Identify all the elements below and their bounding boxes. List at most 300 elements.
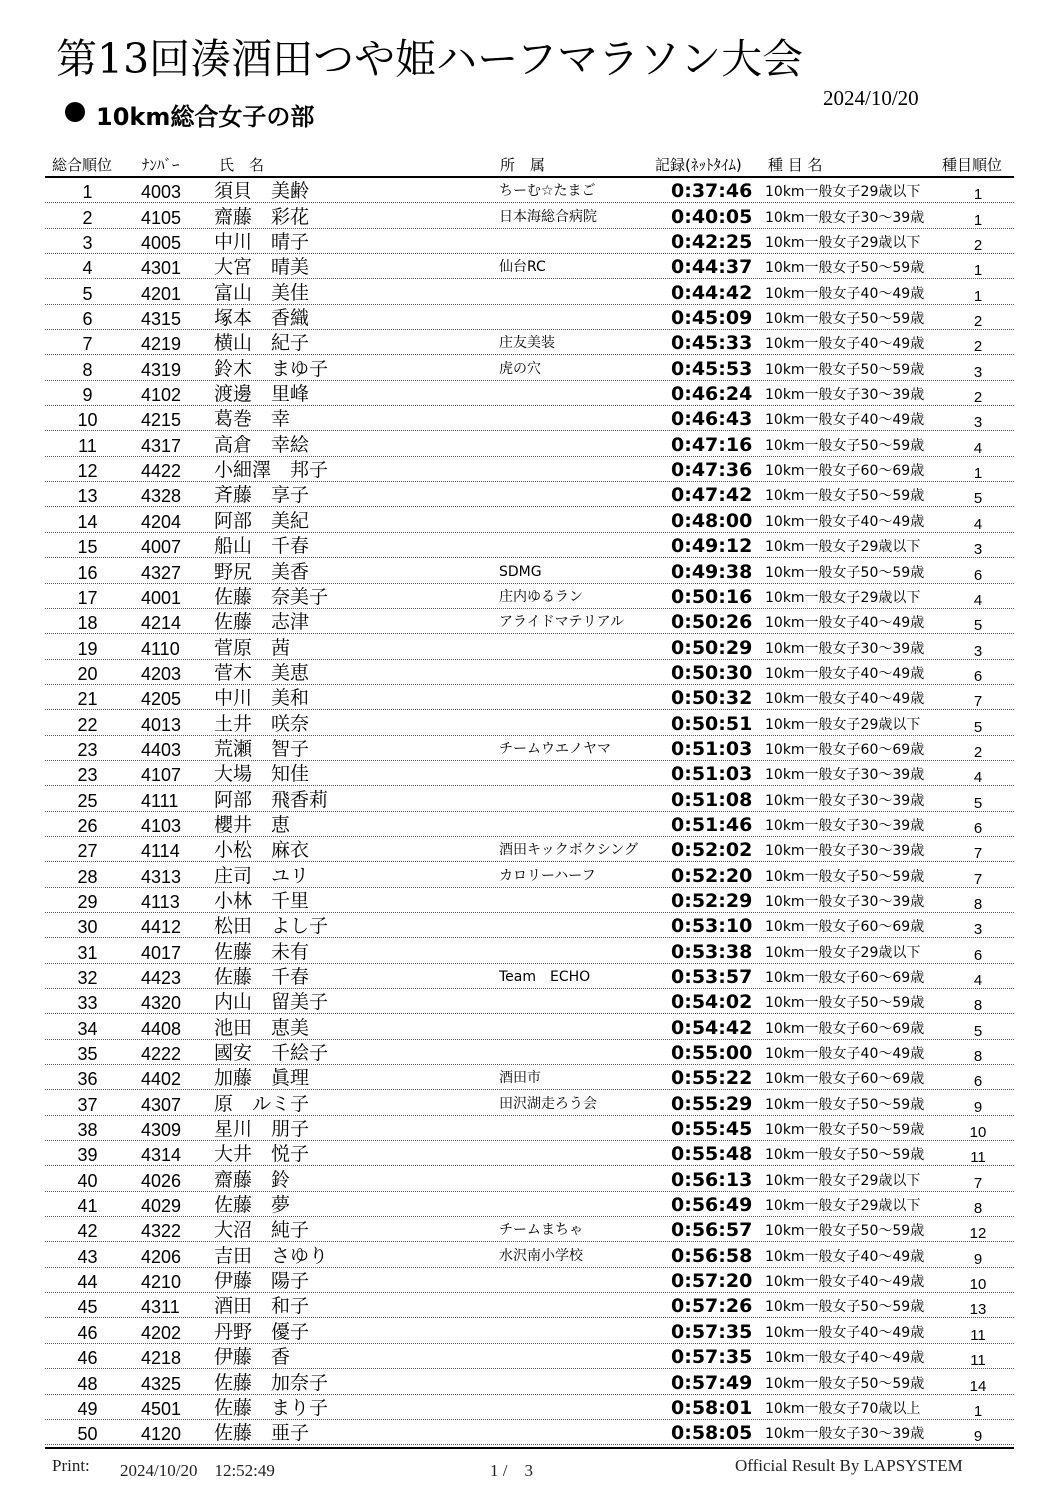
col-team-header: 所 属 — [500, 156, 546, 174]
cell-number: 4102 — [141, 385, 182, 406]
table-row — [45, 913, 1014, 938]
table-row — [45, 330, 1014, 355]
cell-rank: 45 — [77, 1297, 98, 1318]
table-row — [45, 558, 1014, 583]
cell-name: 庄司 ユリ — [214, 864, 310, 887]
cell-name: 船山 千春 — [214, 535, 310, 558]
cell-number: 4328 — [141, 486, 182, 507]
cell-rank: 21 — [77, 689, 98, 710]
cell-number: 4110 — [141, 638, 180, 659]
cell-name: 丹野 優子 — [214, 1320, 310, 1343]
cell-time: 0:48:00 — [671, 509, 753, 532]
cell-team: 仙台RC — [499, 259, 546, 276]
cell-time: 0:56:13 — [671, 1168, 753, 1191]
cell-category: 10km一般女子40～49歳 — [765, 665, 925, 682]
cell-category-rank: 2 — [973, 237, 983, 255]
cell-name: 櫻井 恵 — [214, 813, 291, 836]
cell-rank: 44 — [77, 1272, 98, 1293]
table-row — [45, 178, 1014, 203]
cell-category: 10km一般女子40～49歳 — [765, 513, 925, 530]
cell-team: カロリーハーフ — [499, 867, 596, 884]
cell-name: 葛巻 幸 — [214, 408, 291, 431]
cell-number: 4402 — [141, 1069, 182, 1090]
cell-category-rank: 1 — [973, 1402, 983, 1420]
cell-category: 10km一般女子50～59歳 — [765, 437, 925, 454]
cell-category-rank: 2 — [973, 338, 983, 356]
footer-divider — [45, 1447, 1014, 1449]
cell-category: 10km一般女子60～69歳 — [765, 1020, 925, 1037]
cell-name: 佐藤 未有 — [214, 940, 310, 963]
cell-category: 10km一般女子40～49歳 — [765, 615, 925, 632]
cell-name: 松田 よし子 — [214, 915, 329, 938]
cell-team: 虎の穴 — [499, 360, 541, 377]
table-row — [45, 355, 1014, 380]
cell-category-rank: 3 — [973, 921, 983, 939]
cell-rank: 5 — [82, 283, 93, 304]
cell-number: 4005 — [141, 233, 182, 254]
table-row — [45, 710, 1014, 735]
cell-category-rank: 5 — [973, 718, 983, 736]
cell-rank: 19 — [77, 638, 98, 659]
cell-category-rank: 5 — [973, 794, 983, 812]
cell-rank: 11 — [78, 435, 97, 456]
table-row — [45, 964, 1014, 989]
cell-category: 10km一般女子40～49歳 — [765, 285, 925, 302]
cell-category-rank: 4 — [973, 972, 983, 989]
table-row — [45, 1217, 1014, 1242]
cell-number: 4317 — [141, 435, 182, 456]
cell-category-rank: 1 — [973, 211, 983, 229]
table-row — [45, 1065, 1014, 1090]
cell-number: 4013 — [141, 714, 182, 735]
cell-category: 10km一般女子30～39歳 — [765, 767, 925, 784]
cell-number: 4007 — [141, 537, 182, 558]
cell-number: 4222 — [141, 1044, 182, 1065]
cell-rank: 6 — [82, 309, 93, 330]
cell-number: 4017 — [141, 942, 182, 963]
cell-number: 4120 — [141, 1424, 182, 1445]
cell-number: 4327 — [141, 562, 182, 583]
cell-category: 10km一般女子50～59歳 — [765, 488, 925, 505]
cell-category: 10km一般女子40～49歳 — [765, 1274, 925, 1291]
cell-time: 0:44:42 — [671, 281, 753, 304]
cell-rank: 7 — [82, 334, 93, 355]
table-row — [45, 1242, 1014, 1267]
cell-time: 0:57:20 — [671, 1270, 753, 1293]
cell-time: 0:53:10 — [671, 915, 753, 938]
cell-name: 齋藤 鈴 — [214, 1168, 291, 1191]
event-date: 2024/10/20 — [823, 86, 919, 110]
cell-team: Team ECHO — [499, 969, 591, 985]
cell-category: 10km一般女子40～49歳 — [765, 1046, 925, 1063]
col-category-header: 種 目 名 — [768, 156, 823, 174]
cell-number: 4202 — [141, 1322, 182, 1343]
cell-category-rank: 4 — [973, 769, 983, 787]
cell-category: 10km一般女子29歳以下 — [765, 235, 921, 252]
table-row — [45, 279, 1014, 304]
cell-rank: 43 — [77, 1246, 98, 1267]
table-row — [45, 203, 1014, 228]
cell-number: 4203 — [141, 663, 182, 684]
col-number-header: ﾅﾝﾊﾞｰ — [142, 156, 180, 174]
cell-category: 10km一般女子40～49歳 — [765, 1248, 925, 1265]
table-row — [45, 1166, 1014, 1191]
cell-time: 0:45:09 — [671, 307, 753, 330]
page-footer — [0, 1454, 1058, 1480]
table-row — [45, 1192, 1014, 1217]
table-row — [45, 660, 1014, 685]
cell-rank: 4 — [82, 258, 93, 279]
table-row — [45, 305, 1014, 330]
cell-number: 4315 — [141, 309, 182, 330]
cell-time: 0:57:26 — [671, 1295, 753, 1318]
cell-rank: 1 — [82, 182, 93, 203]
cell-number: 4001 — [141, 587, 182, 608]
cell-number: 4114 — [141, 841, 180, 862]
cell-rank: 38 — [77, 1120, 98, 1141]
cell-time: 0:54:42 — [671, 1016, 753, 1039]
cell-category: 10km一般女子60～69歳 — [765, 970, 925, 986]
cell-category-rank: 6 — [973, 819, 983, 837]
cell-rank: 12 — [77, 461, 98, 482]
cell-category-rank: 8 — [973, 1048, 983, 1066]
cell-category: 10km一般女子30～39歳 — [765, 1426, 925, 1443]
cell-rank: 20 — [77, 663, 98, 684]
cell-rank: 30 — [77, 917, 98, 938]
page-number: 1 / 3 — [490, 1461, 533, 1480]
cell-team: SDMG — [499, 563, 542, 580]
cell-category: 10km一般女子29歳以下 — [765, 1198, 921, 1215]
cell-time: 0:42:25 — [671, 231, 753, 254]
cell-rank: 34 — [77, 1018, 98, 1039]
cell-rank: 37 — [77, 1094, 98, 1115]
table-row — [45, 1014, 1014, 1039]
table-row — [45, 1293, 1014, 1318]
cell-rank: 46 — [77, 1322, 98, 1343]
cell-category: 10km一般女子29歳以下 — [765, 716, 921, 733]
cell-rank: 29 — [77, 891, 98, 912]
cell-time: 0:47:36 — [671, 459, 753, 482]
cell-category: 10km一般女子60～69歳 — [765, 463, 925, 480]
cell-name: 國安 千絵子 — [214, 1042, 329, 1065]
cell-time: 0:51:03 — [671, 763, 753, 786]
cell-category: 10km一般女子40～49歳 — [765, 691, 925, 708]
cell-number: 4403 — [141, 739, 182, 760]
cell-category-rank: 9 — [973, 1250, 983, 1268]
cell-name: 星川 朋子 — [214, 1118, 310, 1141]
cell-team: 庄内ゆるラン — [499, 588, 583, 605]
cell-time: 0:53:57 — [671, 966, 753, 988]
cell-category: 10km一般女子50～59歳 — [765, 868, 925, 885]
table-row — [45, 1420, 1014, 1445]
table-row — [45, 685, 1014, 710]
cell-rank: 23 — [77, 765, 98, 786]
cell-category-rank: 7 — [973, 693, 983, 711]
cell-time: 0:55:29 — [671, 1092, 753, 1115]
table-row — [45, 1395, 1014, 1420]
cell-number: 4206 — [141, 1246, 182, 1267]
cell-rank: 16 — [77, 562, 98, 583]
table-row — [45, 507, 1014, 532]
cell-time: 0:50:51 — [671, 712, 753, 735]
cell-team: 酒田キックボクシング — [499, 842, 639, 859]
cell-team: 日本海総合病院 — [499, 208, 597, 225]
cell-category: 10km一般女子50～59歳 — [765, 311, 925, 328]
table-row — [45, 812, 1014, 837]
col-name-header: 氏 名 — [219, 156, 265, 174]
cell-category-rank: 11 — [970, 1149, 986, 1167]
cell-time: 0:37:46 — [671, 180, 753, 203]
cell-rank: 18 — [77, 613, 98, 634]
cell-category: 10km一般女子30～39歳 — [765, 387, 925, 404]
table-row — [45, 431, 1014, 456]
cell-category: 10km一般女子60～69歳 — [765, 741, 925, 758]
cell-team: 酒田市 — [499, 1070, 541, 1087]
cell-category: 10km一般女子30～39歳 — [765, 792, 925, 809]
cell-name: 渡邊 里峰 — [214, 383, 310, 406]
cell-category: 10km一般女子60～69歳 — [765, 1071, 925, 1088]
cell-rank: 26 — [77, 815, 98, 836]
cell-team: チームまちゃ — [499, 1222, 583, 1239]
cell-rank: 48 — [77, 1373, 98, 1394]
cell-category: 10km一般女子40～49歳 — [765, 1324, 925, 1341]
cell-category: 10km一般女子30～39歳 — [765, 640, 925, 657]
cell-name: 吉田 さゆり — [214, 1244, 329, 1267]
cell-team: アライドマテリアル — [499, 614, 625, 631]
page-title: 第13回湊酒田つや姫ハーフマラソン大会 — [56, 35, 804, 83]
cell-category-rank: 3 — [973, 363, 983, 381]
table-row — [45, 609, 1014, 634]
cell-time: 0:47:16 — [671, 433, 753, 456]
cell-time: 0:50:29 — [671, 636, 753, 659]
cell-number: 4307 — [141, 1094, 182, 1115]
cell-time: 0:56:58 — [671, 1244, 753, 1267]
cell-time: 0:50:26 — [671, 611, 753, 634]
cell-rank: 40 — [77, 1170, 98, 1191]
cell-rank: 25 — [77, 790, 98, 811]
cell-number: 4218 — [141, 1348, 182, 1369]
cell-rank: 14 — [77, 511, 98, 532]
cell-time: 0:51:03 — [671, 737, 753, 760]
cell-number: 4319 — [141, 359, 182, 380]
table-row — [45, 229, 1014, 254]
table-row — [45, 938, 1014, 963]
cell-time: 0:44:37 — [671, 256, 753, 279]
cell-category-rank: 11 — [970, 1352, 986, 1370]
table-row — [45, 1344, 1014, 1369]
cell-time: 0:57:49 — [671, 1371, 753, 1394]
cell-category: 10km一般女子29歳以下 — [765, 1172, 921, 1189]
cell-number: 4103 — [141, 815, 182, 836]
cell-team: チームウエノヤマ — [499, 740, 611, 757]
cell-time: 0:47:42 — [671, 484, 753, 507]
cell-number: 4301 — [141, 258, 182, 279]
cell-name: 野尻 美香 — [214, 560, 310, 583]
cell-number: 4026 — [141, 1170, 182, 1191]
cell-category: 10km一般女子70歳以上 — [765, 1400, 921, 1417]
cell-category-rank: 7 — [973, 845, 983, 863]
cell-number: 4501 — [141, 1398, 182, 1419]
cell-rank: 3 — [82, 233, 93, 254]
col-time-header: 記録(ﾈｯﾄﾀｲﾑ) — [655, 156, 742, 174]
cell-rank: 41 — [77, 1196, 98, 1217]
cell-rank: 46 — [77, 1348, 98, 1369]
table-row — [45, 888, 1014, 913]
cell-rank: 39 — [77, 1145, 98, 1166]
cell-category-rank: 6 — [973, 667, 983, 685]
cell-number: 4325 — [141, 1373, 182, 1394]
cell-team: 田沢湖走ろう会 — [499, 1095, 597, 1112]
cell-category: 10km一般女子29歳以下 — [765, 589, 921, 606]
cell-category: 10km一般女子30～39歳 — [765, 209, 925, 226]
cell-number: 4313 — [141, 866, 182, 887]
cell-category-rank: 7 — [973, 870, 983, 888]
table-row — [45, 1369, 1014, 1394]
cell-name: 伊藤 香 — [214, 1346, 291, 1369]
cell-number: 4320 — [141, 993, 182, 1014]
cell-category: 10km一般女子50～59歳 — [765, 1223, 925, 1240]
cell-number: 4215 — [141, 410, 182, 431]
cell-name: 高倉 幸絵 — [214, 433, 310, 456]
cell-time: 0:40:05 — [671, 205, 753, 228]
cell-number: 4422 — [141, 461, 182, 482]
cell-name: 富山 美佳 — [214, 281, 310, 304]
cell-time: 0:51:46 — [671, 813, 753, 836]
cell-category-rank: 2 — [973, 743, 983, 761]
cell-name: 佐藤 まり子 — [214, 1396, 329, 1419]
cell-category-rank: 11 — [970, 1326, 986, 1344]
cell-number: 4107 — [141, 765, 182, 786]
table-row — [45, 482, 1014, 507]
table-row — [45, 761, 1014, 786]
cell-number: 4204 — [141, 511, 182, 532]
cell-category: 10km一般女子29歳以下 — [765, 184, 921, 201]
cell-time: 0:45:33 — [671, 332, 753, 355]
cell-category-rank: 5 — [973, 1022, 983, 1040]
cell-number: 4105 — [141, 207, 182, 228]
cell-name: 大井 悦子 — [214, 1143, 310, 1166]
cell-number: 4214 — [141, 613, 182, 634]
table-row — [45, 1141, 1014, 1166]
cell-name: 内山 留美子 — [214, 991, 329, 1014]
cell-name: 中川 晴子 — [214, 231, 310, 254]
cell-time: 0:45:53 — [671, 357, 753, 380]
cell-category: 10km一般女子40～49歳 — [765, 336, 925, 353]
cell-category: 10km一般女子40～49歳 — [765, 412, 925, 429]
cell-time: 0:55:45 — [671, 1118, 753, 1141]
cell-number: 4113 — [141, 891, 180, 912]
cell-name: 佐藤 加奈子 — [214, 1371, 329, 1394]
print-datetime: 2024/10/20 12:52:49 — [120, 1461, 275, 1480]
cell-category-rank: 7 — [973, 1174, 983, 1192]
cell-name: 阿部 飛香莉 — [214, 788, 329, 811]
cell-name: 小松 麻衣 — [214, 839, 310, 862]
cell-team: 水沢南小学校 — [499, 1247, 583, 1264]
credit: Official Result By LAPSYSTEM — [735, 1456, 963, 1475]
cell-name: 大宮 晴美 — [214, 256, 310, 279]
cell-time: 0:46:43 — [671, 408, 753, 431]
cell-category-rank: 6 — [973, 1073, 983, 1091]
cell-category-rank: 4 — [973, 439, 983, 457]
cell-name: 阿部 美紀 — [214, 509, 310, 532]
cell-category: 10km一般女子50～59歳 — [765, 1147, 925, 1164]
cell-category: 10km一般女子40～49歳 — [765, 1350, 925, 1367]
cell-rank: 22 — [77, 714, 98, 735]
table-row — [45, 736, 1014, 761]
bullet-icon — [65, 102, 85, 122]
cell-name: 小林 千里 — [214, 889, 310, 912]
cell-name: 斉藤 享子 — [214, 484, 310, 507]
cell-category: 10km一般女子50～59歳 — [765, 564, 925, 581]
cell-time: 0:58:01 — [671, 1396, 753, 1419]
cell-rank: 13 — [77, 486, 98, 507]
cell-category: 10km一般女子50～59歳 — [765, 1299, 925, 1316]
cell-number: 4111 — [141, 790, 179, 811]
cell-category: 10km一般女子30～39歳 — [765, 893, 925, 910]
cell-time: 0:49:12 — [671, 535, 753, 558]
cell-category: 10km一般女子50～59歳 — [765, 1375, 925, 1392]
cell-name: 菅木 美恵 — [214, 661, 310, 684]
cell-rank: 42 — [77, 1221, 98, 1242]
cell-number: 4408 — [141, 1018, 182, 1039]
cell-number: 4210 — [141, 1272, 182, 1293]
table-row — [45, 533, 1014, 558]
cell-time: 0:56:57 — [671, 1219, 753, 1242]
cell-number: 4309 — [141, 1120, 182, 1141]
cell-name: 菅原 茜 — [214, 636, 291, 659]
cell-time: 0:54:02 — [671, 991, 753, 1014]
cell-category: 10km一般女子50～59歳 — [765, 995, 925, 1012]
table-row — [45, 406, 1014, 431]
cell-category-rank: 9 — [973, 1098, 983, 1116]
cell-name: 佐藤 千春 — [214, 966, 310, 988]
cell-category-rank: 8 — [973, 895, 983, 913]
cell-category-rank: 3 — [973, 642, 983, 660]
cell-name: 鈴木 まゆ子 — [214, 357, 329, 380]
cell-category-rank: 6 — [973, 946, 983, 964]
cell-rank: 17 — [77, 587, 98, 608]
cell-category-rank: 2 — [973, 389, 983, 407]
cell-rank: 23 — [77, 739, 98, 760]
cell-time: 0:46:24 — [671, 383, 753, 406]
cell-rank: 36 — [77, 1069, 98, 1090]
cell-name: 横山 紀子 — [214, 332, 310, 355]
cell-name: 小細澤 邦子 — [214, 459, 329, 482]
cell-rank: 9 — [82, 385, 93, 406]
table-row — [45, 634, 1014, 659]
cell-category: 10km一般女子30～39歳 — [765, 817, 925, 834]
cell-category: 10km一般女子29歳以下 — [765, 944, 921, 961]
table-row — [45, 989, 1014, 1014]
cell-number: 4201 — [141, 283, 182, 304]
cell-time: 0:51:08 — [671, 788, 753, 811]
table-row — [45, 786, 1014, 811]
cell-rank: 33 — [77, 993, 98, 1014]
cell-category-rank: 4 — [973, 591, 983, 609]
cell-time: 0:50:32 — [671, 687, 753, 710]
cell-time: 0:57:35 — [671, 1346, 753, 1369]
table-row — [45, 584, 1014, 609]
cell-number: 4311 — [141, 1297, 180, 1318]
cell-category-rank: 1 — [973, 465, 983, 483]
cell-category-rank: 3 — [973, 541, 983, 559]
cell-category-rank: 1 — [973, 287, 983, 305]
cell-time: 0:53:38 — [671, 940, 753, 963]
cell-time: 0:52:29 — [671, 889, 753, 912]
cell-time: 0:50:16 — [671, 585, 753, 608]
cell-number: 4205 — [141, 689, 182, 710]
table-row — [45, 1268, 1014, 1293]
